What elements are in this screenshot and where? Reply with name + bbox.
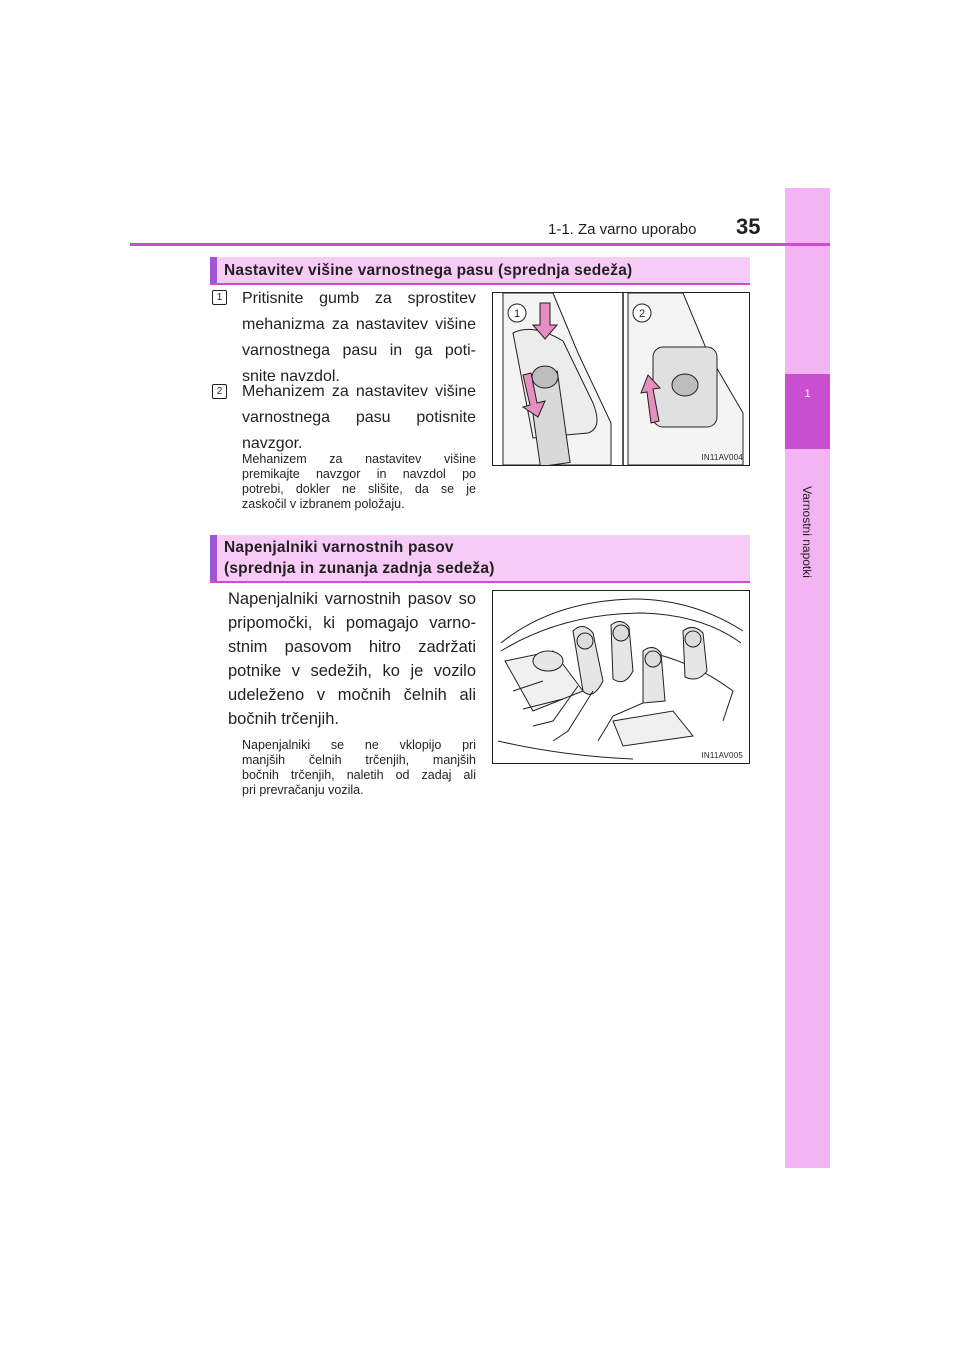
chapter-label: Varnostni napotki [800, 486, 814, 578]
note-line: Napenjalniki se ne vklopijo pri [242, 738, 476, 752]
heading-bar [210, 535, 217, 581]
heading-bar [210, 257, 217, 283]
step-1-line: snite navzdol. [242, 368, 340, 385]
step-number-2: 2 [212, 384, 227, 399]
note-line: premikajte navzgor in navzdol po [242, 467, 476, 481]
body-line: Napenjalniki varnostnih pasov so [228, 590, 476, 608]
body-line: pripomočki, ki pomagajo varno- [228, 614, 476, 632]
panel-push-up [628, 293, 743, 465]
header-rule [130, 243, 830, 246]
step-2-line: Mehanizem za nastavitev višine [242, 383, 476, 400]
note-line: pri prevračanju vozila. [242, 783, 364, 797]
step-1-line: Pritisnite gumb za sprostitev [242, 290, 476, 307]
figure-label-1: 1 [513, 308, 521, 320]
pretensioner-body-text [228, 587, 476, 731]
body-line: udeleženo v močnih čelnih ali [228, 686, 476, 704]
note-line: bočnih trčenjih, naletih od zadaj ali [242, 768, 476, 782]
figure-car-interior [492, 590, 750, 764]
step-2-line: navzgor. [242, 435, 303, 452]
note-line: Mehanizem za nastavitev višine [242, 452, 476, 466]
section-heading-belt-height [210, 257, 750, 285]
section-heading-text: Napenjalniki varnostnih pasov [224, 539, 454, 556]
figure-belt-adjuster [492, 292, 750, 466]
panel-press-down [503, 293, 611, 465]
figure-code: IN11AV005 [701, 751, 743, 760]
step-2-line: varnostnega pasu potisnite [242, 409, 476, 426]
section-heading-text: (sprednja in zunanja zadnja sedeža) [224, 560, 495, 577]
chapter-title: 1-1. Za varno uporabo [548, 221, 697, 238]
figure-code: IN11AV004 [701, 453, 743, 462]
note-text-2 [242, 738, 476, 798]
note-text-1 [242, 452, 476, 512]
car-interior-illustration [493, 591, 749, 763]
note-line: zaskočil v izbranem položaju. [242, 497, 405, 511]
side-chapter-tab [785, 188, 830, 1168]
step-1-line: varnostnega pasu in ga poti- [242, 342, 476, 359]
step-number-1: 1 [212, 290, 227, 305]
chapter-number: 1 [804, 388, 811, 400]
section-heading-pretensioners [210, 535, 750, 583]
body-line: bočnih trčenjih. [228, 710, 339, 728]
belt-adjuster-illustration [493, 293, 749, 465]
figure-label-2: 2 [638, 308, 646, 320]
section-heading-text: Nastavitev višine varnostnega pasu (sprednja sedeža) [224, 262, 633, 279]
step-1-line: mehanizma za nastavitev višine [242, 316, 476, 333]
body-line: potnike v sedežih, ko je vozilo [228, 662, 476, 680]
body-line: stnim pasovom hitro zadržati [228, 638, 476, 656]
note-line: potrebi, dokler ne slišite, da se je [242, 482, 476, 496]
page-number: 35 [736, 214, 761, 239]
note-line: manjših čelnih trčenjih, manjših [242, 753, 476, 767]
step-1-text [242, 287, 476, 388]
step-2-text [242, 380, 476, 455]
